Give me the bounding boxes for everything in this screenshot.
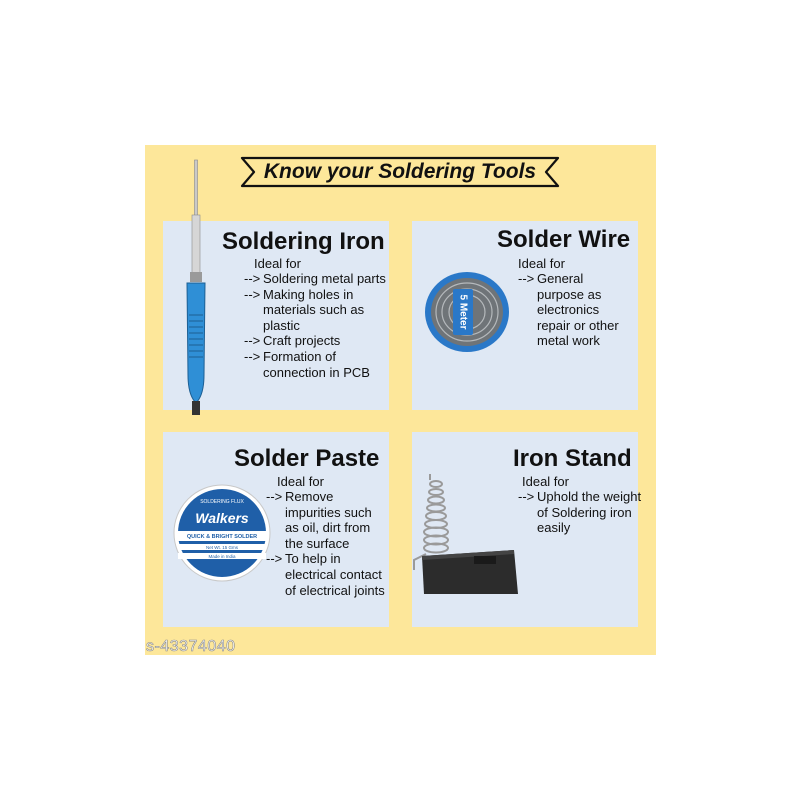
list-item: --> Making holes in materials such as plastic [244,287,394,334]
ideal-for-label-4: Ideal for [522,474,569,489]
tin-origin: Made in India [208,554,236,559]
uses-list-soldering-iron [244,271,394,380]
list-item: --> Uphold the weight of Soldering iron easily [518,489,643,536]
ideal-for-label-1: Ideal for [254,256,301,271]
tin-band-label: QUICK & BRIGHT SOLDER [186,534,258,540]
list-item: --> To help in electrical contact of electrical joints [266,551,388,598]
uses-list-solder-wire [518,271,633,349]
solder-spool-icon [417,267,517,357]
card-title-iron-stand: Iron Stand [513,445,632,472]
list-item: --> Soldering metal parts [244,271,394,287]
tin-weight: Net Wt. 15 Gms [205,545,239,550]
soldering-iron-icon [176,155,216,415]
card-title-soldering-iron: Soldering Iron [222,228,385,255]
watermark: s-43374040 [146,638,236,655]
list-item: --> Craft projects [244,333,394,349]
tin-top-label: SOLDERING FLUX [200,499,244,505]
list-item: --> General purpose as electronics repair or other metal work [518,271,633,349]
flux-tin-icon [172,483,272,583]
card-title-solder-paste: Solder Paste [234,445,380,472]
ideal-for-label-2: Ideal for [518,256,565,271]
list-item: --> Formation of connection in PCB [244,349,394,380]
tin-brand: Walkers [195,510,249,526]
iron-stand-icon [410,470,520,600]
list-item: --> Remove impurities such as oil, dirt from the surface [266,489,388,551]
uses-list-iron-stand [518,489,643,536]
spool-label: 5 Meter [457,294,469,330]
ideal-for-label-3: Ideal for [277,474,324,489]
page-title: Know your Soldering Tools [263,160,537,183]
card-title-solder-wire: Solder Wire [497,226,631,253]
uses-list-solder-paste [266,489,388,598]
